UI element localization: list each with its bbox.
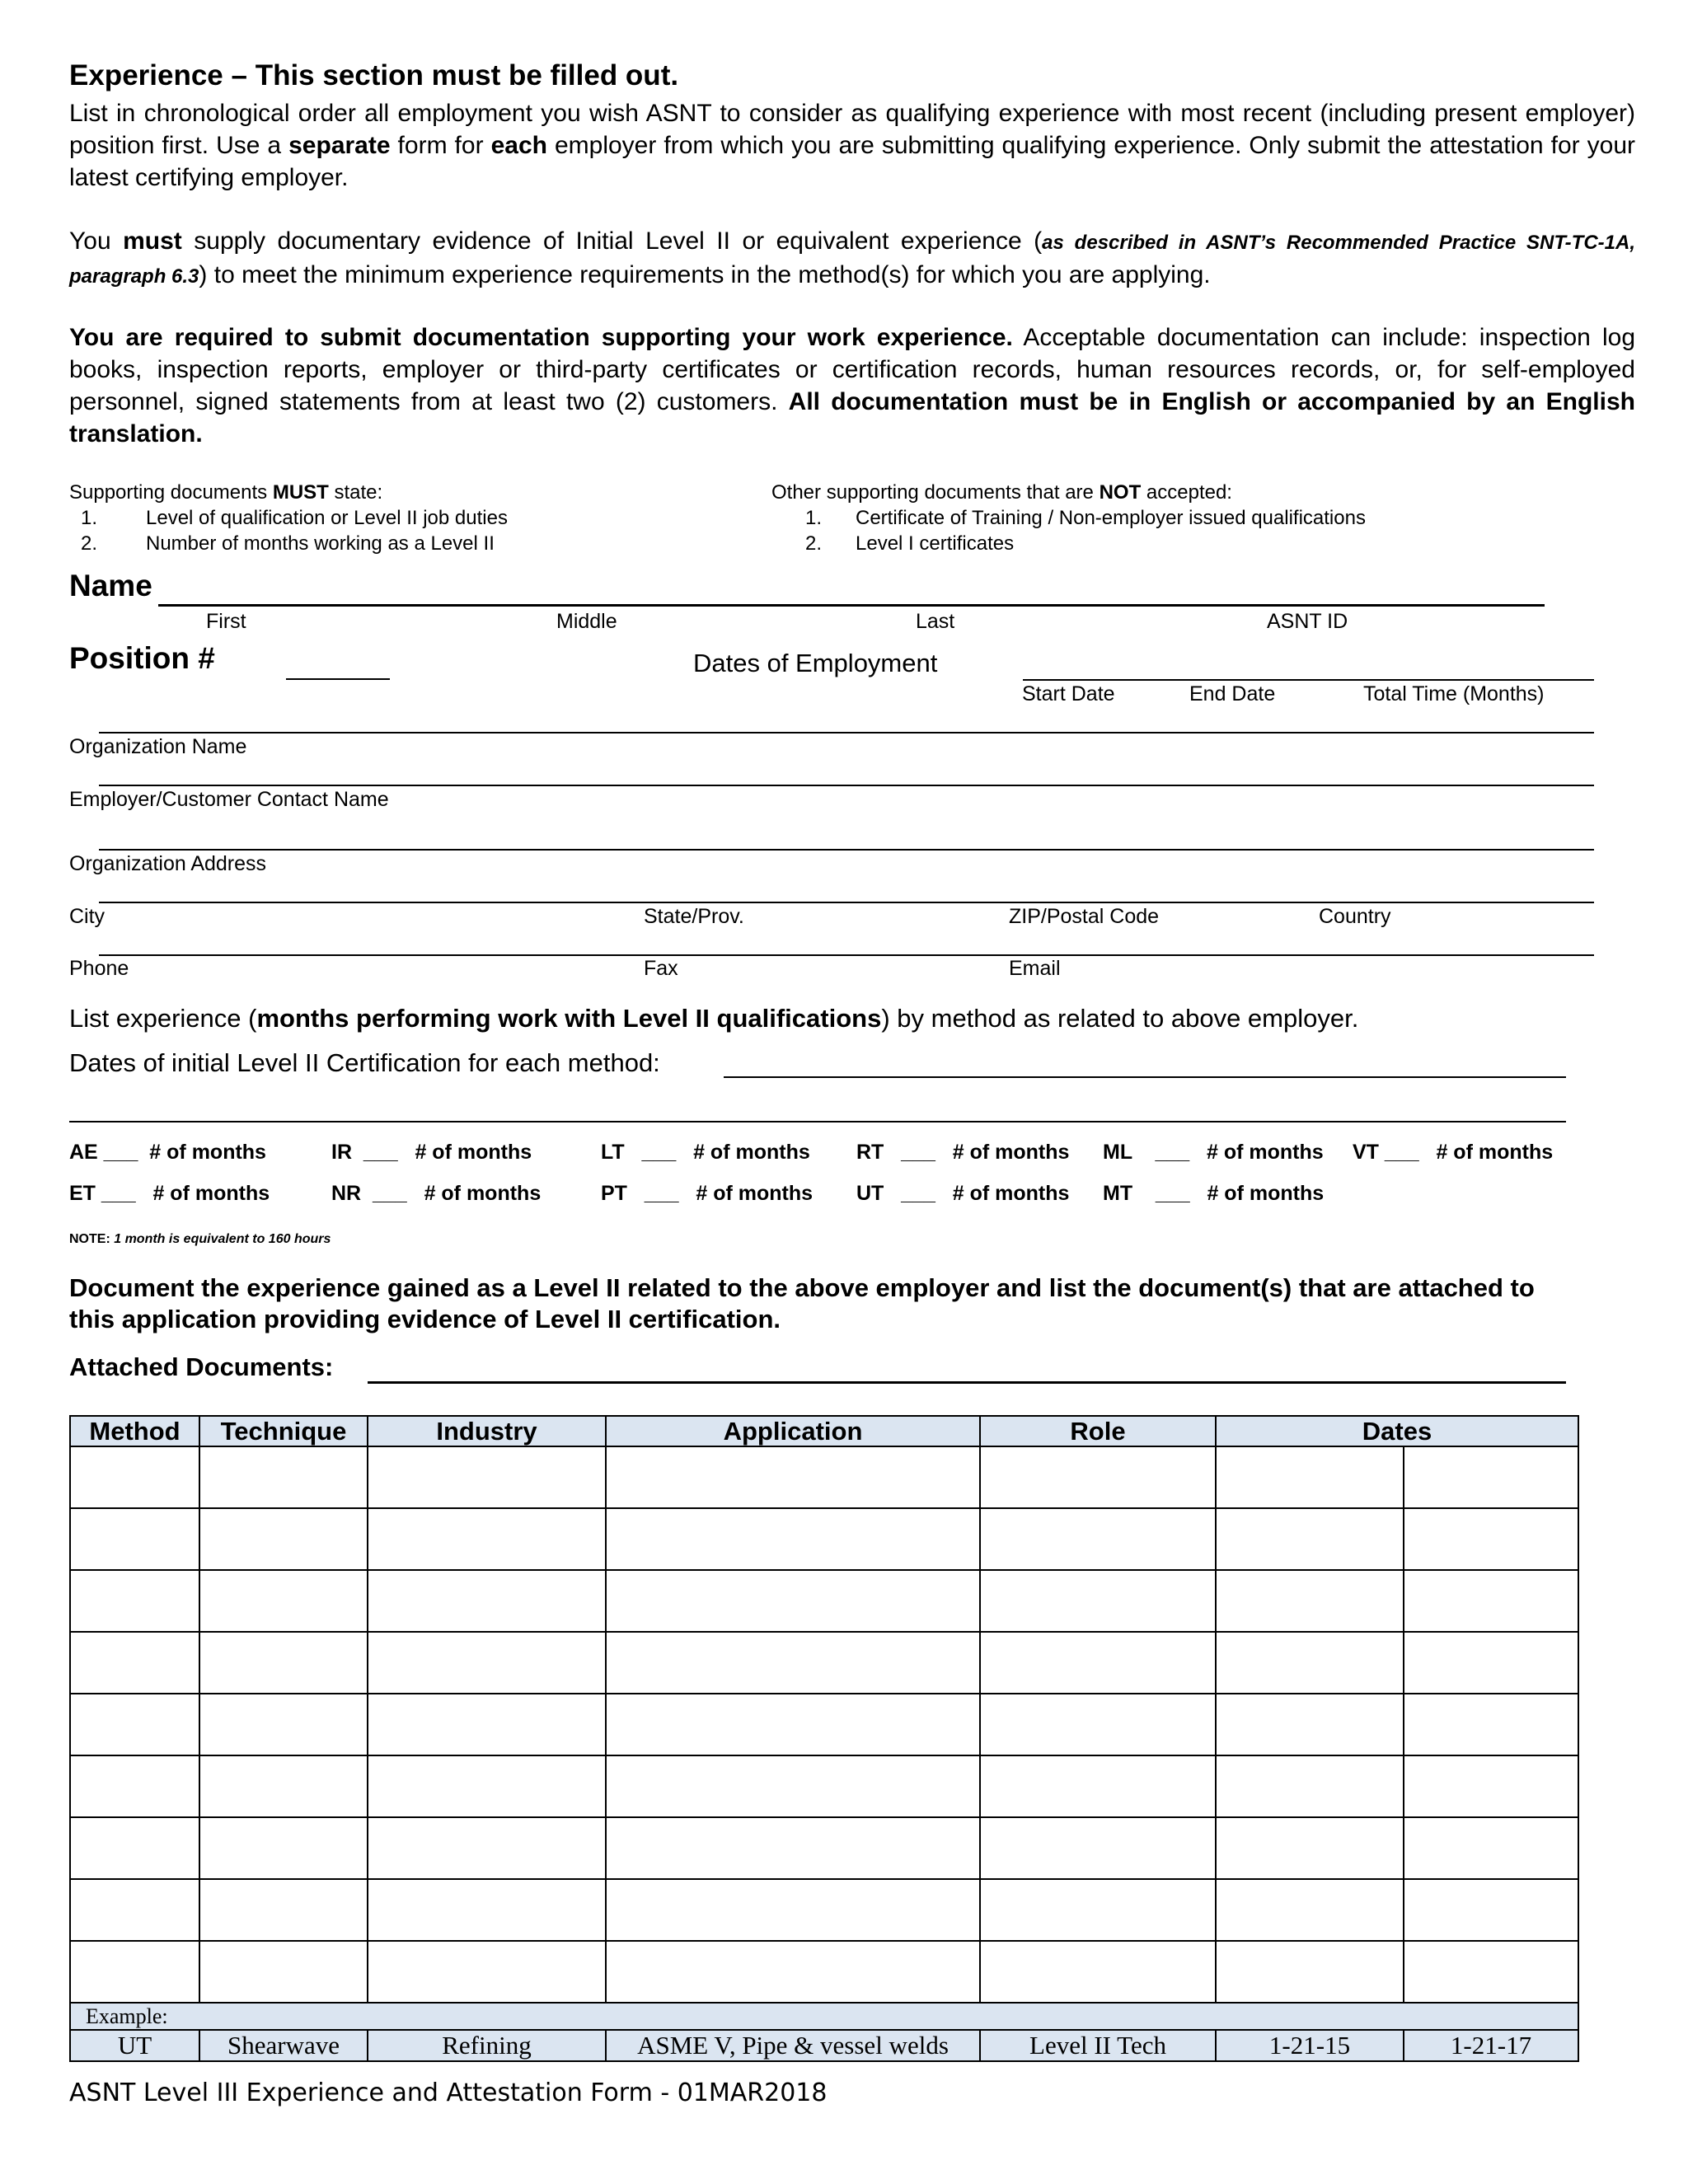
table-cell[interactable] [606,1755,980,1817]
phone-label: Phone [69,957,129,980]
fax-label: Fax [644,957,678,980]
table-cell[interactable] [368,1755,606,1817]
table-cell[interactable] [1216,1694,1404,1755]
table-cell[interactable] [199,1755,368,1817]
supporting-not-num-2: 2. [805,532,823,555]
method-ut: UT ___ # of months [856,1182,1070,1205]
method-pt: PT ___ # of months [601,1182,814,1205]
table-cell[interactable] [70,1941,199,2003]
table-cell[interactable] [1216,1879,1404,1941]
table-cell[interactable] [606,1817,980,1879]
intro-paragraph-3: You are required to submit documentation supporting your work experience. Acceptable documentation can include: inspection log books, inspection reports, employer or third-party certificates or certification records, human resources records, or, for self-employed personnel, signed statements from at least two (2) customers. All documentation must be in English or accompanied by an English translation. [69,324,1636,448]
table-cell[interactable] [606,1570,980,1632]
table-cell[interactable] [368,1446,606,1508]
attached-documents-line[interactable] [368,1381,1566,1384]
table-row [70,1755,1578,1817]
example-start-date: 1-21-15 [1216,2030,1404,2061]
table-cell[interactable] [1404,1817,1578,1879]
table-row [70,1508,1578,1570]
attached-documents-label: Attached Documents: [69,1352,334,1381]
method-ir: IR ___ # of months [331,1141,532,1164]
intro-paragraph-2: You must supply documentary evidence of Initial Level II or equivalent experience (as described in ASNT’s Recommended Practice SNT-TC-1A, paragraph 6.3) to meet the minimum experience requirements in the method(s) for which you are applying. [69,227,1636,288]
table-cell[interactable] [606,1879,980,1941]
contact-line[interactable] [99,785,1594,786]
method-et: ET ___ # of months [69,1182,270,1205]
header-method: Method [70,1416,199,1446]
country-label: Country [1319,905,1391,928]
supporting-not-item-1: Certificate of Training / Non-employer issued qualifications [856,507,1366,529]
table-cell[interactable] [70,1879,199,1941]
name-last-label: Last [916,610,955,633]
note: NOTE: 1 month is equivalent to 160 hours [69,1232,331,1246]
table-cell[interactable] [70,1817,199,1879]
table-cell[interactable] [606,1632,980,1694]
example-label: Example: [70,2003,1578,2030]
supporting-must-num-1: 1. [81,507,98,529]
table-cell[interactable] [70,1694,199,1755]
end-date-label: End Date [1189,682,1276,705]
contact-label: Employer/Customer Contact Name [69,788,389,811]
table-cell[interactable] [199,1879,368,1941]
example-label-row [70,2003,1578,2030]
table-row [70,1941,1578,2003]
total-time-label: Total Time (Months) [1363,682,1545,705]
position-label: Position # [69,641,215,675]
dates-of-employment-label: Dates of Employment [693,649,938,677]
table-cell[interactable] [980,1570,1216,1632]
method-rt: RT ___ # of months [856,1141,1070,1164]
start-date-label: Start Date [1022,682,1115,705]
table-cell[interactable] [70,1755,199,1817]
supporting-must-item-1: Level of qualification or Level II job duties [146,507,508,529]
table-cell[interactable] [199,1508,368,1570]
table-cell[interactable] [368,1817,606,1879]
table-cell[interactable] [980,1817,1216,1879]
section-heading: Experience – This section must be filled out. [69,59,679,91]
table-cell[interactable] [606,1941,980,2003]
header-dates: Dates [1216,1416,1578,1446]
table-cell[interactable] [980,1941,1216,2003]
table-cell[interactable] [1404,1508,1578,1570]
example-row [70,2030,1578,2061]
table-cell[interactable] [1404,1446,1578,1508]
table-cell[interactable] [368,1694,606,1755]
table-cell[interactable] [1216,1508,1404,1570]
table-cell[interactable] [606,1446,980,1508]
table-cell[interactable] [70,1632,199,1694]
table-cell[interactable] [980,1446,1216,1508]
table-cell[interactable] [1404,1755,1578,1817]
table-cell[interactable] [980,1879,1216,1941]
table-cell[interactable] [1216,1817,1404,1879]
table-cell[interactable] [606,1694,980,1755]
example-end-date: 1-21-17 [1404,2030,1578,2061]
table-header-row [70,1416,1578,1446]
table-row [70,1817,1578,1879]
address-label: Organization Address [69,852,267,875]
method-nr: NR ___ # of months [331,1182,542,1205]
table-cell[interactable] [70,1570,199,1632]
table-cell[interactable] [980,1755,1216,1817]
table-row [70,1570,1578,1632]
table-cell[interactable] [1404,1570,1578,1632]
table-cell[interactable] [980,1632,1216,1694]
phone-line[interactable] [99,954,1594,956]
name-middle-label: Middle [556,610,617,633]
table-row [70,1446,1578,1508]
address-line[interactable] [99,849,1594,851]
table-cell[interactable] [199,1570,368,1632]
org-name-label: Organization Name [69,735,247,758]
table-cell[interactable] [199,1817,368,1879]
state-label: State/Prov. [644,905,744,928]
supporting-must-item-2: Number of months working as a Level II [146,532,495,555]
header-role: Role [980,1416,1216,1446]
org-name-line[interactable] [99,732,1594,733]
city-line[interactable] [99,902,1594,903]
table-cell[interactable] [368,1508,606,1570]
example-method: UT [70,2030,199,2061]
supporting-must-heading: Supporting documents MUST state: [69,481,383,504]
zip-label: ZIP/Postal Code [1009,905,1160,928]
initial-cert-dates-line-2[interactable] [69,1121,1566,1122]
method-lt: LT ___ # of months [601,1141,810,1164]
table-cell[interactable] [1216,1570,1404,1632]
table-cell[interactable] [368,1570,606,1632]
table-cell[interactable] [606,1508,980,1570]
method-ae: AE ___ # of months [69,1141,266,1164]
initial-cert-dates-label: Dates of initial Level II Certification for each method: [69,1048,660,1077]
intro-paragraph-1: List in chronological order all employment you wish ASNT to consider as qualifying experience with most recent (including present employer) position first. Use a separate form for each employer from which you are submitting qualifying experience. Only submit the attestation for your latest certifying employer. [69,100,1635,191]
table-cell[interactable] [368,1879,606,1941]
supporting-not-heading: Other supporting documents that are NOT accepted: [771,481,1232,504]
email-label: Email [1009,957,1061,980]
name-input-line[interactable] [158,604,1545,607]
table-cell[interactable] [70,1446,199,1508]
example-technique: Shearwave [199,2030,368,2061]
table-cell[interactable] [1216,1755,1404,1817]
list-experience-intro: List experience (months performing work with Level II qualifications) by method as related to above employer. [69,1004,1359,1033]
supporting-must-num-2: 2. [81,532,98,555]
example-role: Level II Tech [980,2030,1216,2061]
table-cell[interactable] [1404,1694,1578,1755]
supporting-not-num-1: 1. [805,507,823,529]
position-number-input[interactable] [286,678,390,680]
method-mt: MT ___ # of months [1103,1182,1325,1205]
example-industry: Refining [368,2030,606,2061]
document-section-heading: Document the experience gained as a Level II related to the above employer and list the document(s) that are attached to this application providing evidence of Level II certification. [69,1273,1535,1333]
table-cell[interactable] [980,1694,1216,1755]
table-row [70,1879,1578,1941]
table-row [70,1632,1578,1694]
header-industry: Industry [368,1416,606,1446]
method-ml: ML ___ # of months [1103,1141,1324,1164]
name-label: Name [69,569,152,602]
table-cell[interactable] [1216,1941,1404,2003]
initial-cert-dates-line-1[interactable] [724,1076,1566,1078]
table-cell[interactable] [1216,1446,1404,1508]
table-cell[interactable] [1216,1632,1404,1694]
table-cell[interactable] [199,1446,368,1508]
city-label: City [69,905,106,928]
name-asnt-id-label: ASNT ID [1267,610,1348,633]
dates-of-employment-line[interactable] [1023,679,1594,681]
experience-table [69,1415,1579,2062]
table-cell[interactable] [1404,1941,1578,2003]
table-row [70,1694,1578,1755]
table-cell[interactable] [199,1694,368,1755]
table-cell[interactable] [70,1508,199,1570]
example-application: ASME V, Pipe & vessel welds [606,2030,980,2061]
header-technique: Technique [199,1416,368,1446]
supporting-not-item-2: Level I certificates [856,532,1015,555]
method-vt: VT ___ # of months [1353,1141,1554,1164]
header-application: Application [606,1416,980,1446]
table-cell[interactable] [368,1941,606,2003]
name-first-label: First [206,610,246,633]
table-cell[interactable] [199,1632,368,1694]
table-cell[interactable] [1404,1632,1578,1694]
table-cell[interactable] [1404,1879,1578,1941]
footer-form-id: ASNT Level III Experience and Attestation Form - 01MAR2018 [69,2079,828,2107]
table-cell[interactable] [980,1508,1216,1570]
table-cell[interactable] [199,1941,368,2003]
table-cell[interactable] [368,1632,606,1694]
